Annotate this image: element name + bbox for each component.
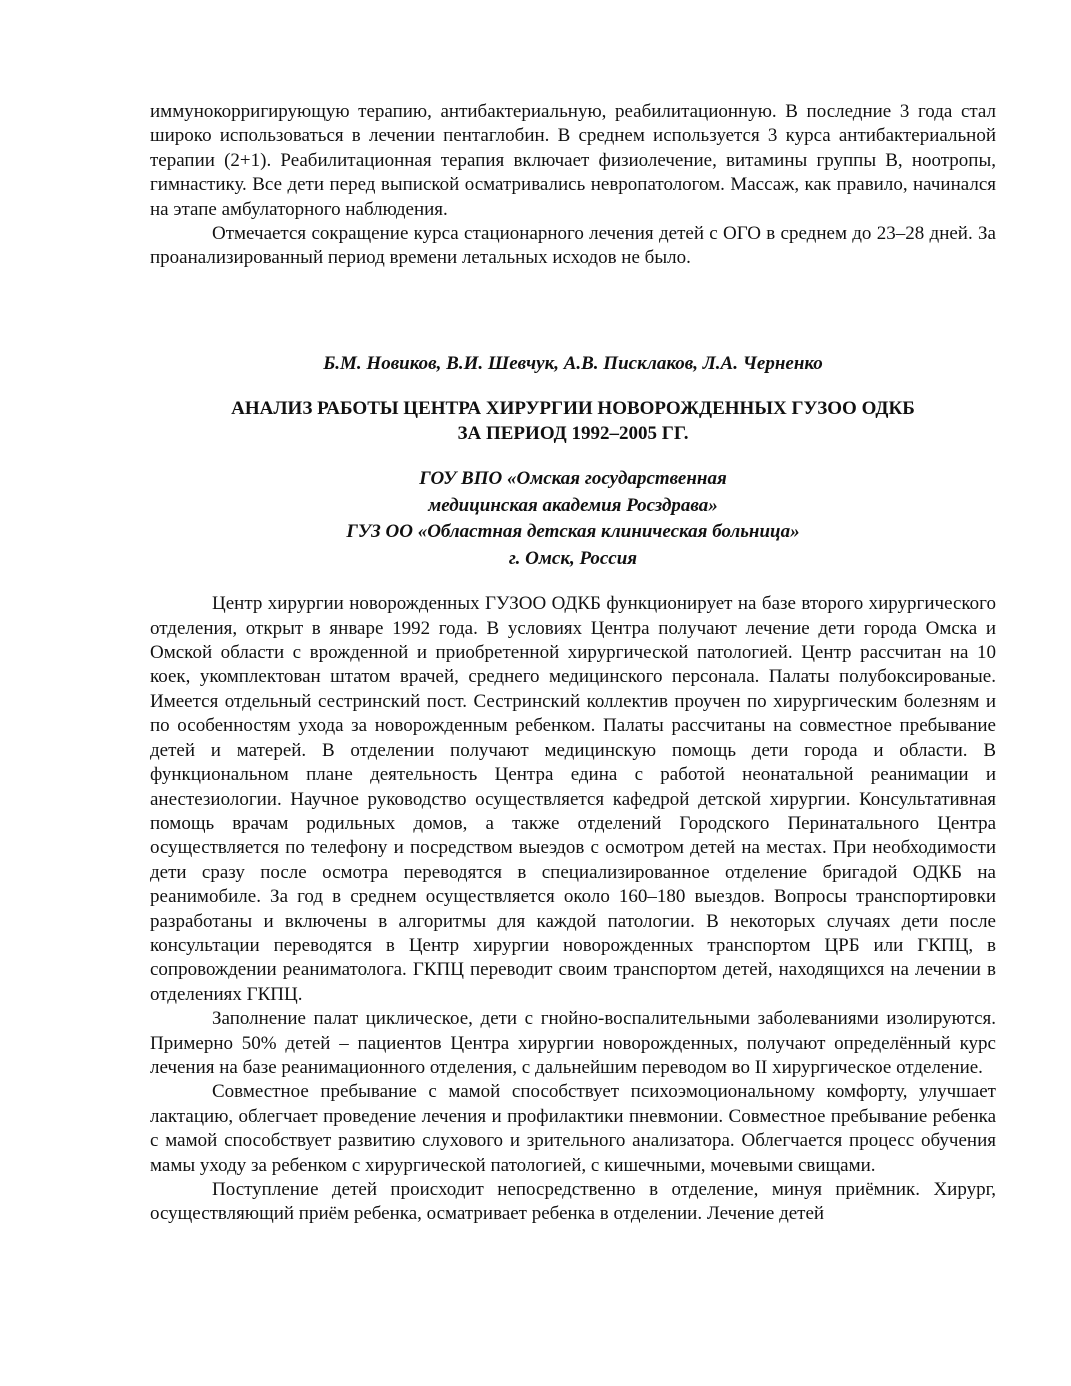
body-paragraph-1: Центр хирургии новорожденных ГУЗОО ОДКБ функционирует на базе второго хирургического отделения, открыт в январе 1992 года. В условиях Центра получают лечение дети города Омска и Омской области с врожденной и приобретенной хирургической патологией. Центр рассчитан на 10 коек, укомплектован штатом врачей, среднего медицинского персонала. Палаты полубоксированые. Имеется отдельный сестринский пост. Сестринский коллектив проучен по хирургическим болезням и по особенностям ухода за новорожденным ребенком. Палаты рассчитаны на совместное пребывание детей и матерей. В отделении получают медицинскую помощь дети города и области. В функциональном плане деятельность Центра едина с работой неонатальной реанимации и анестезиологии. Научное руководство осуществляется кафедрой детской хирургии. Консультативная помощь врачам родильных домов, а также отделений Городского Перинатального Центра осуществляется по телефону и посредством выеэдов с осмотром детей на местах. При необходимости дети сразу после осмотра переводятся в специализированное отделение бригадой ОДКБ на реанимобиле. За год в среднем осуществляется около 160–180 выездов. Вопросы транспортировки разработаны и включены в алгоритмы для каждой патологии. В некоторых случаях дети после консультации переводятся в Центр хирургии новорожденных транспортом ЦРБ или ГКПЦ, в сопровождении реаниматолога. ГКПЦ переводит своим транспортом детей, находящихся на лечении в отделениях ГКПЦ. bbox=[150, 593, 996, 1005]
article-title-line-1: АНАЛИЗ РАБОТЫ ЦЕНТРА ХИРУРГИИ НОВОРОЖДЕННЫХ ГУЗОО ОДКБ bbox=[231, 398, 915, 420]
affiliation-line-2: медицинская академия Росздрава» bbox=[428, 494, 718, 516]
article-title bbox=[150, 397, 996, 446]
intro-paragraph-2: Отмечается сокращение курса стационарного лечения детей с ОГО в среднем до 23–28 дней. За проанализированный период времени летальных исходов не было. bbox=[150, 223, 996, 269]
body-paragraph-4: Поступление детей происходит непосредственно в отделение, минуя приёмник. Хирург, осуществляющий приём ребенка, осматривает ребенка в отделении. Лечение детей bbox=[150, 1179, 996, 1225]
affiliation-line-1: ГОУ ВПО «Омская государственная bbox=[419, 468, 727, 490]
affiliation-line-3: ГУЗ ОО «Областная детская клиническая больница» bbox=[346, 521, 800, 543]
body-paragraph-2: Заполнение палат циклическое, дети с гнойно-воспалительными заболеваниями изолируются. Примерно 50% детей – пациентов Центра хирургии новорожденных, получают определённый курс лечения на базе реанимационного отделения, с дальнейшим переводом во II хирургическое отделение. bbox=[150, 1008, 996, 1078]
article-title-line-2: ЗА ПЕРИОД 1992–2005 ГГ. bbox=[457, 422, 689, 444]
intro-paragraph-1: иммунокорригирующую терапию, антибактериальную, реабилитационную. В последние 3 года стал широко использоваться в лечении пентаглобин. В среднем используется 3 курса антибактериальной терапии (2+1). Реабилитационная терапия включает физиолечение, витамины группы В, ноотропы, гимнастику. Все дети перед выпиской осматривались невропатологом. Массаж, как правило, начинался на этапе амбулаторного наблюдения. bbox=[150, 101, 996, 220]
body-paragraph-3: Совместное пребывание с мамой способствует психоэмоциональному комфорту, улучшает лактацию, облегчает проведение лечения и профилактики пневмонии. Совместное пребывание ребенка с мамой способствует развитию слухового и зрительного анализатора. Облегчается процесс обучения мамы уходу за ребенком с хирургической патологией, с кишечными, мочевыми свищами. bbox=[150, 1081, 996, 1176]
article-body bbox=[150, 592, 996, 1227]
affiliation-line-4: г. Омск, Россия bbox=[508, 547, 638, 569]
document-page bbox=[150, 100, 996, 1227]
article-affiliation bbox=[150, 466, 996, 572]
article-authors: Б.М. Новиков, В.И. Шевчук, А.В. Писклаков, Л.А. Черненко bbox=[323, 352, 823, 374]
